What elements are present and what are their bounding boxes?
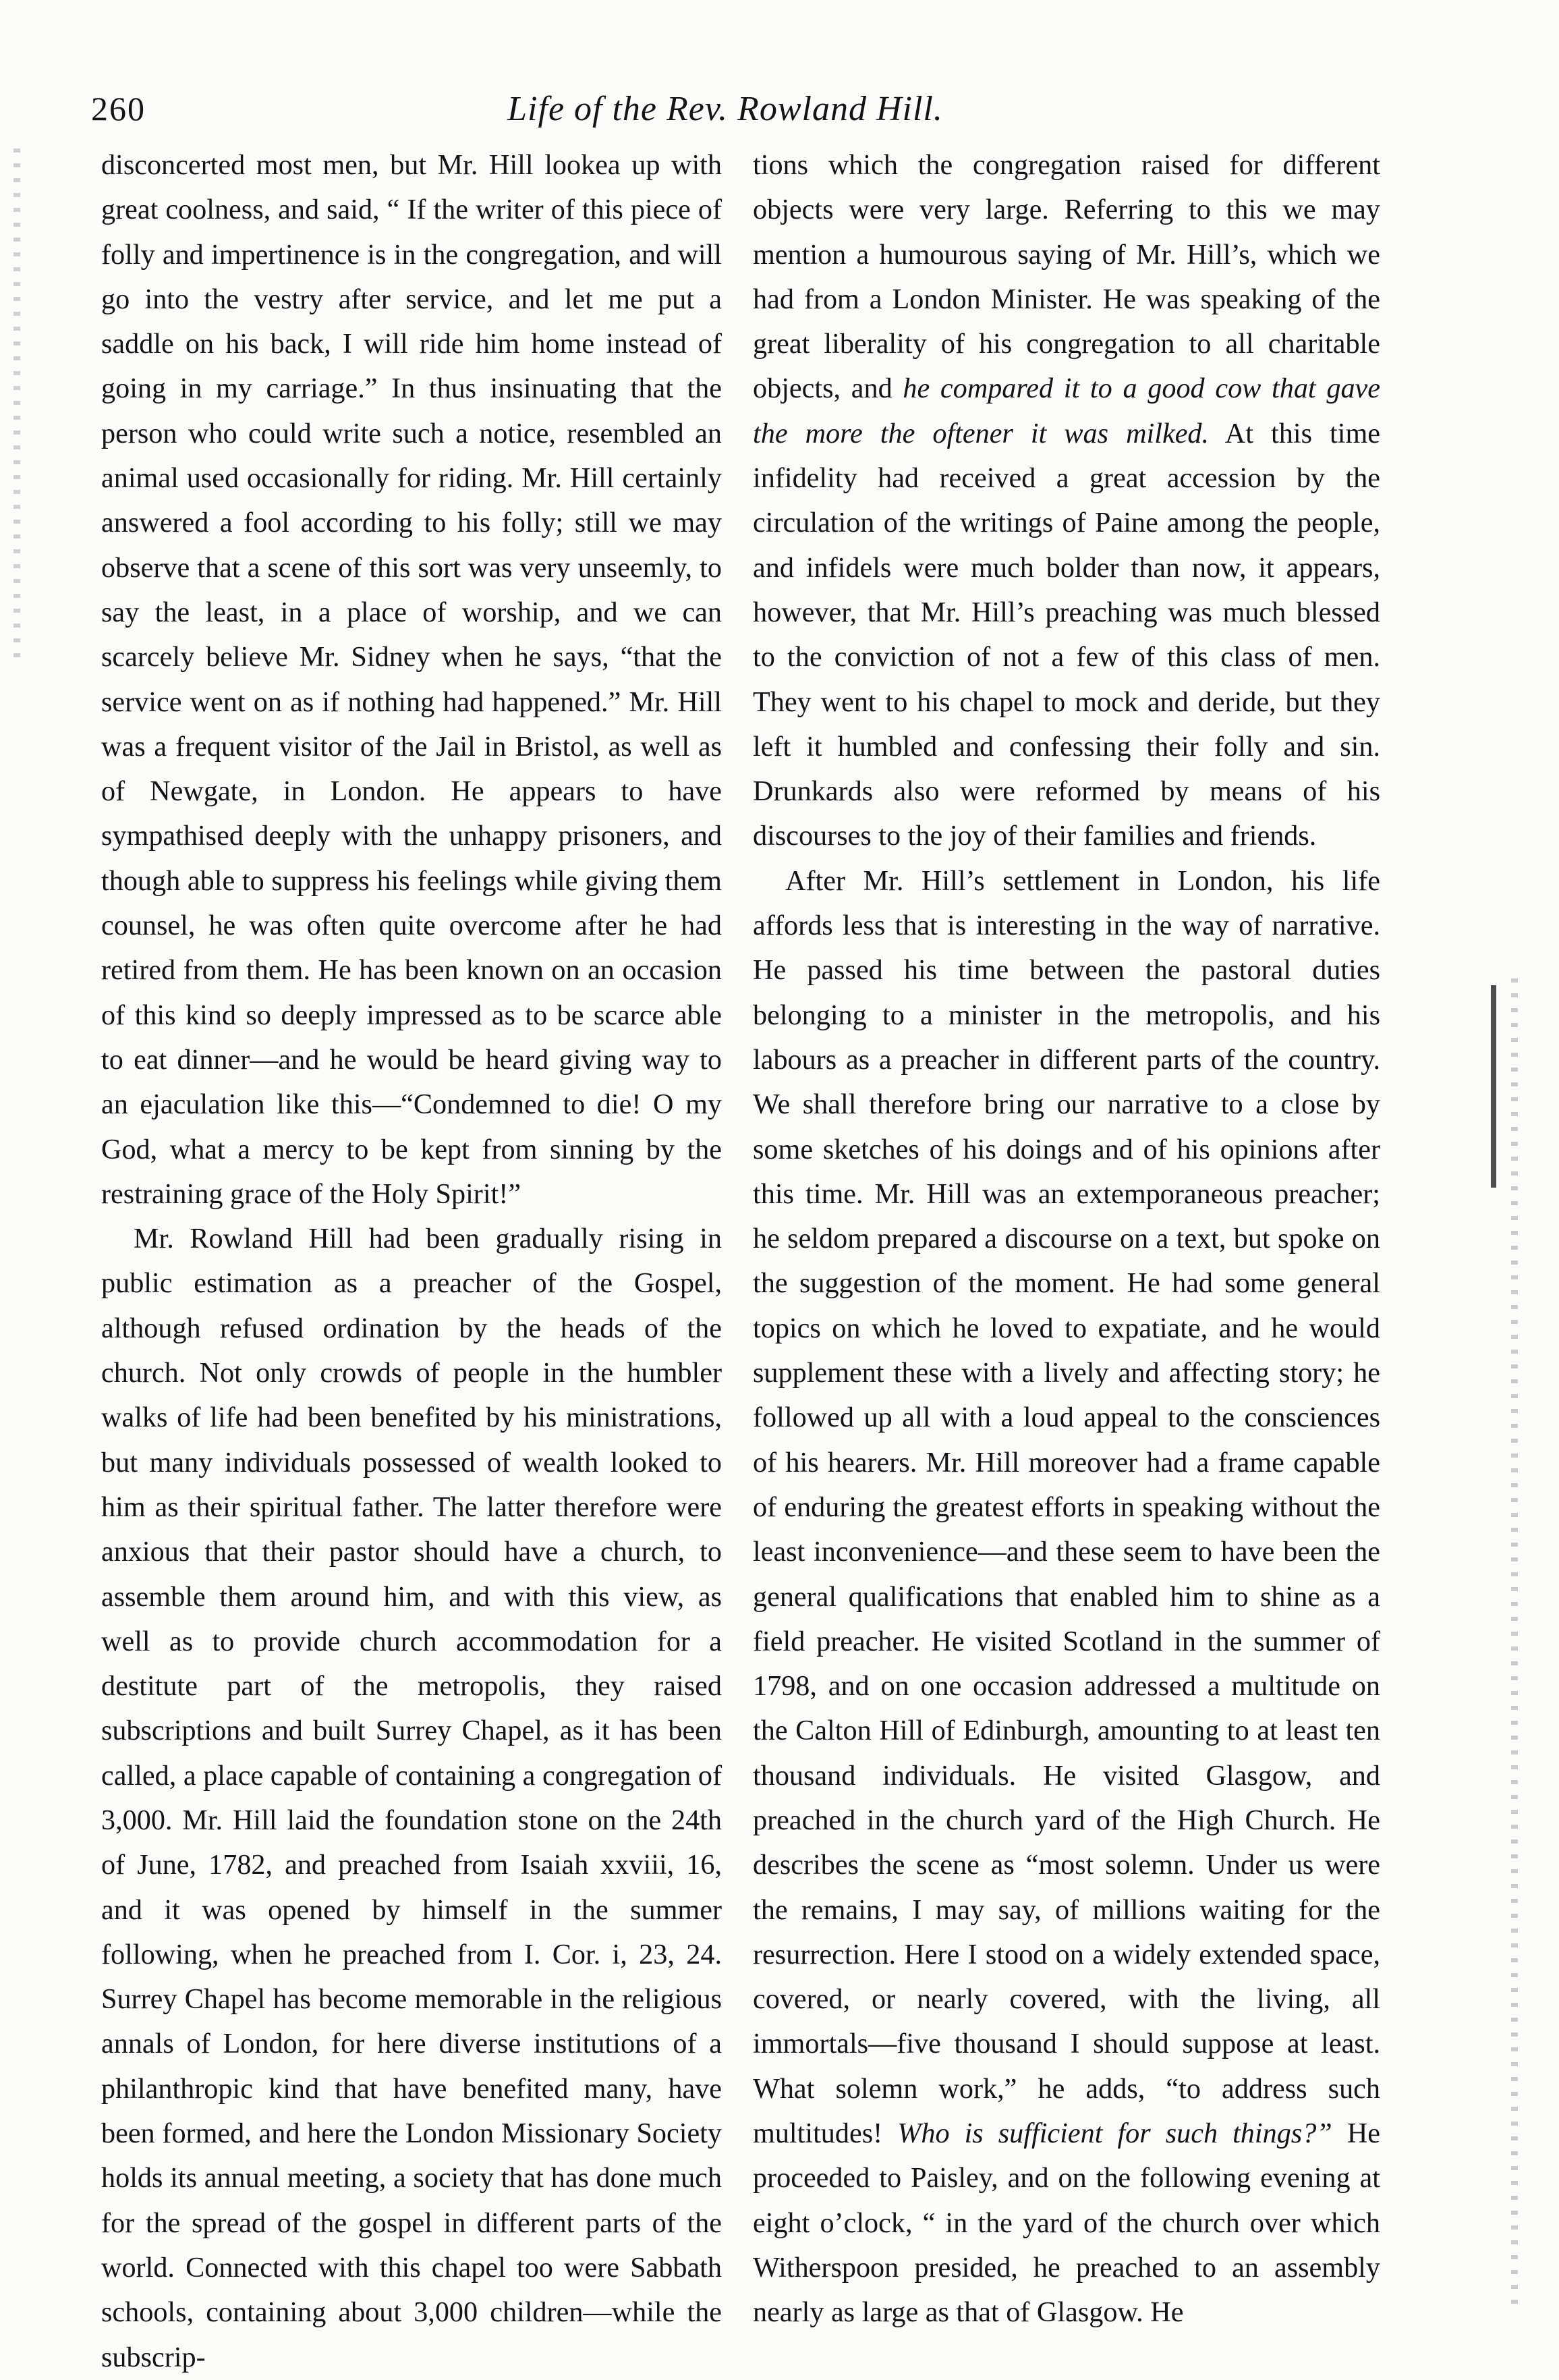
- paragraph-london-settlement: [753, 859, 1380, 2335]
- scan-noise-left: [13, 148, 20, 661]
- text-run: tions which the congregation raised for different objects were very large. Referring to this we may mention a humourous saying of Mr. Hill’s, which we had from a London Minister. He was speaking of the great liberality of his congregation to all charitable objects, and: [753, 149, 1380, 405]
- page-number: 260: [91, 90, 146, 128]
- italic-text: he compared it to a good cow that gave the more the oftener it was milked.: [753, 372, 1380, 449]
- left-column: [101, 143, 722, 2373]
- paragraph-continued: disconcerted most men, but Mr. Hill lookea up with great coolness, and said, “ If the writer of this piece of folly and impertinence is in the congregation, and will go into the vestry after service, and let me put a saddle on his back, I will ride him home instead of going in my carriage.” In thus insinuating that the person who could write such a notice, resembled an animal used occasionally for riding. Mr. Hill certainly answered a fool according to his folly; still we may observe that a scene of this sort was very unseemly, to say the least, in a place of worship, and we can scarcely believe Mr. Sidney when he says, “that the service went on as if nothing had happened.” Mr. Hill was a frequent visitor of the Jail in Bristol, as well as of Newgate, in London. He appears to have sympathised deeply with the unhappy prisoners, and though able to suppress his feelings while giving them counsel, he was often quite overcome after he had retired from them. He has been known on an occasion of this kind so deeply impressed as to be scarce able to eat dinner—and he would be heard giving way to an ejaculation like this—“Condemned to die! O my God, what a mercy to be kept from sinning by the restraining grace of the Holy Spirit!”: [101, 149, 722, 1210]
- text-run: At this time infidelity had received a great accession by the circulation of the writings of Paine among the people, and infidels were much bolder than now, it appears, however, that Mr. Hill’s preaching was much blessed to the conviction of not a few of this class of men. They went to his chapel to mock and deride, but they left it humbled and confessing their folly and sin. Drunkards also were reformed by means of his discourses to the joy of their families and friends.: [753, 417, 1381, 852]
- page-header: [91, 89, 1359, 143]
- right-column: [753, 143, 1381, 2329]
- italic-text: Who is sufficient for such things?”: [897, 2118, 1332, 2150]
- text-run: He proceeded to Paisley, and on the following evening at eight o’clock, “ in the yard of the church over which Witherspoon presided, he preached to an assembly nearly as large as that of Glasgow. He: [753, 2118, 1381, 2329]
- scan-edge-bar: [1491, 985, 1496, 1188]
- running-title: Life of the Rev. Rowland Hill.: [507, 90, 943, 128]
- scan-noise-right: [1511, 978, 1518, 2315]
- paragraph-surrey-chapel: Mr. Rowland Hill had been gradually rising in public estimation as a preacher of the Gospel, although refused ordination by the heads of the church. Not only crowds of people in the humbler walks of life had been benefited by his ministrations, but many individuals possessed of wealth looked to him as their spiritual father. The latter therefore were anxious that their pastor should have a church, to assemble them around him, and with this view, as well as to provide church accommodation for a destitute part of the metropolis, they raised subscriptions and built Surrey Chapel, as it has been called, a place capable of containing a congregation of 3,000. Mr. Hill laid the foundation stone on the 24th of June, 1782, and preached from Isaiah xxviii, 16, and it was opened by himself in the summer following, when he preached from I. Cor. i, 23, 24. Surrey Chapel has become memorable in the religious annals of London, for here diverse institutions of a philanthropic kind that have benefited many, have been formed, and here the London Missionary Society holds its annual meeting, a society that has done much for the spread of the gospel in different parts of the world. Connected with this chapel too were Sabbath schools, containing about 3,000 children—while the subscrip-: [101, 1223, 722, 2373]
- text-run: After Mr. Hill’s settlement in London, his life affords less that is interesting in the way of narrative. He passed his time between the pastoral duties belonging to a minister in the metropolis, and his labours as a preacher in different parts of the country. We shall therefore bring our narrative to a close by some sketches of his doings and of his opinions after this time. Mr. Hill was an extemporaneous preacher; he seldom prepared a discourse on a text, but spoke on the suggestion of the moment. He had some general topics on which he loved to expatiate, and he would supplement these with a lively and affecting story; he followed up all with a loud appeal to the consciences of his hearers. Mr. Hill moreover had a frame capable of enduring the greatest efforts in speaking without the least inconvenience—and these seem to have been the general qualifications that enabled him to shine as a field preacher. He visited Scotland in the summer of 1798, and on one occasion addressed a multitude on the Calton Hill of Edinburgh, amounting to at least ten thousand individuals. He visited Glasgow, and preached in the church yard of the High Church. He describes the scene as “most solemn. Under us were the remains, I may say, of millions waiting for the resurrection. Here I stood on a widely extended space, covered, or nearly covered, with the living, all immortals—five thousand I should suppose at least. What solemn work,” he adds, “to address such multitudes!: [753, 864, 1380, 2150]
- paragraph-liberality: [753, 143, 1380, 859]
